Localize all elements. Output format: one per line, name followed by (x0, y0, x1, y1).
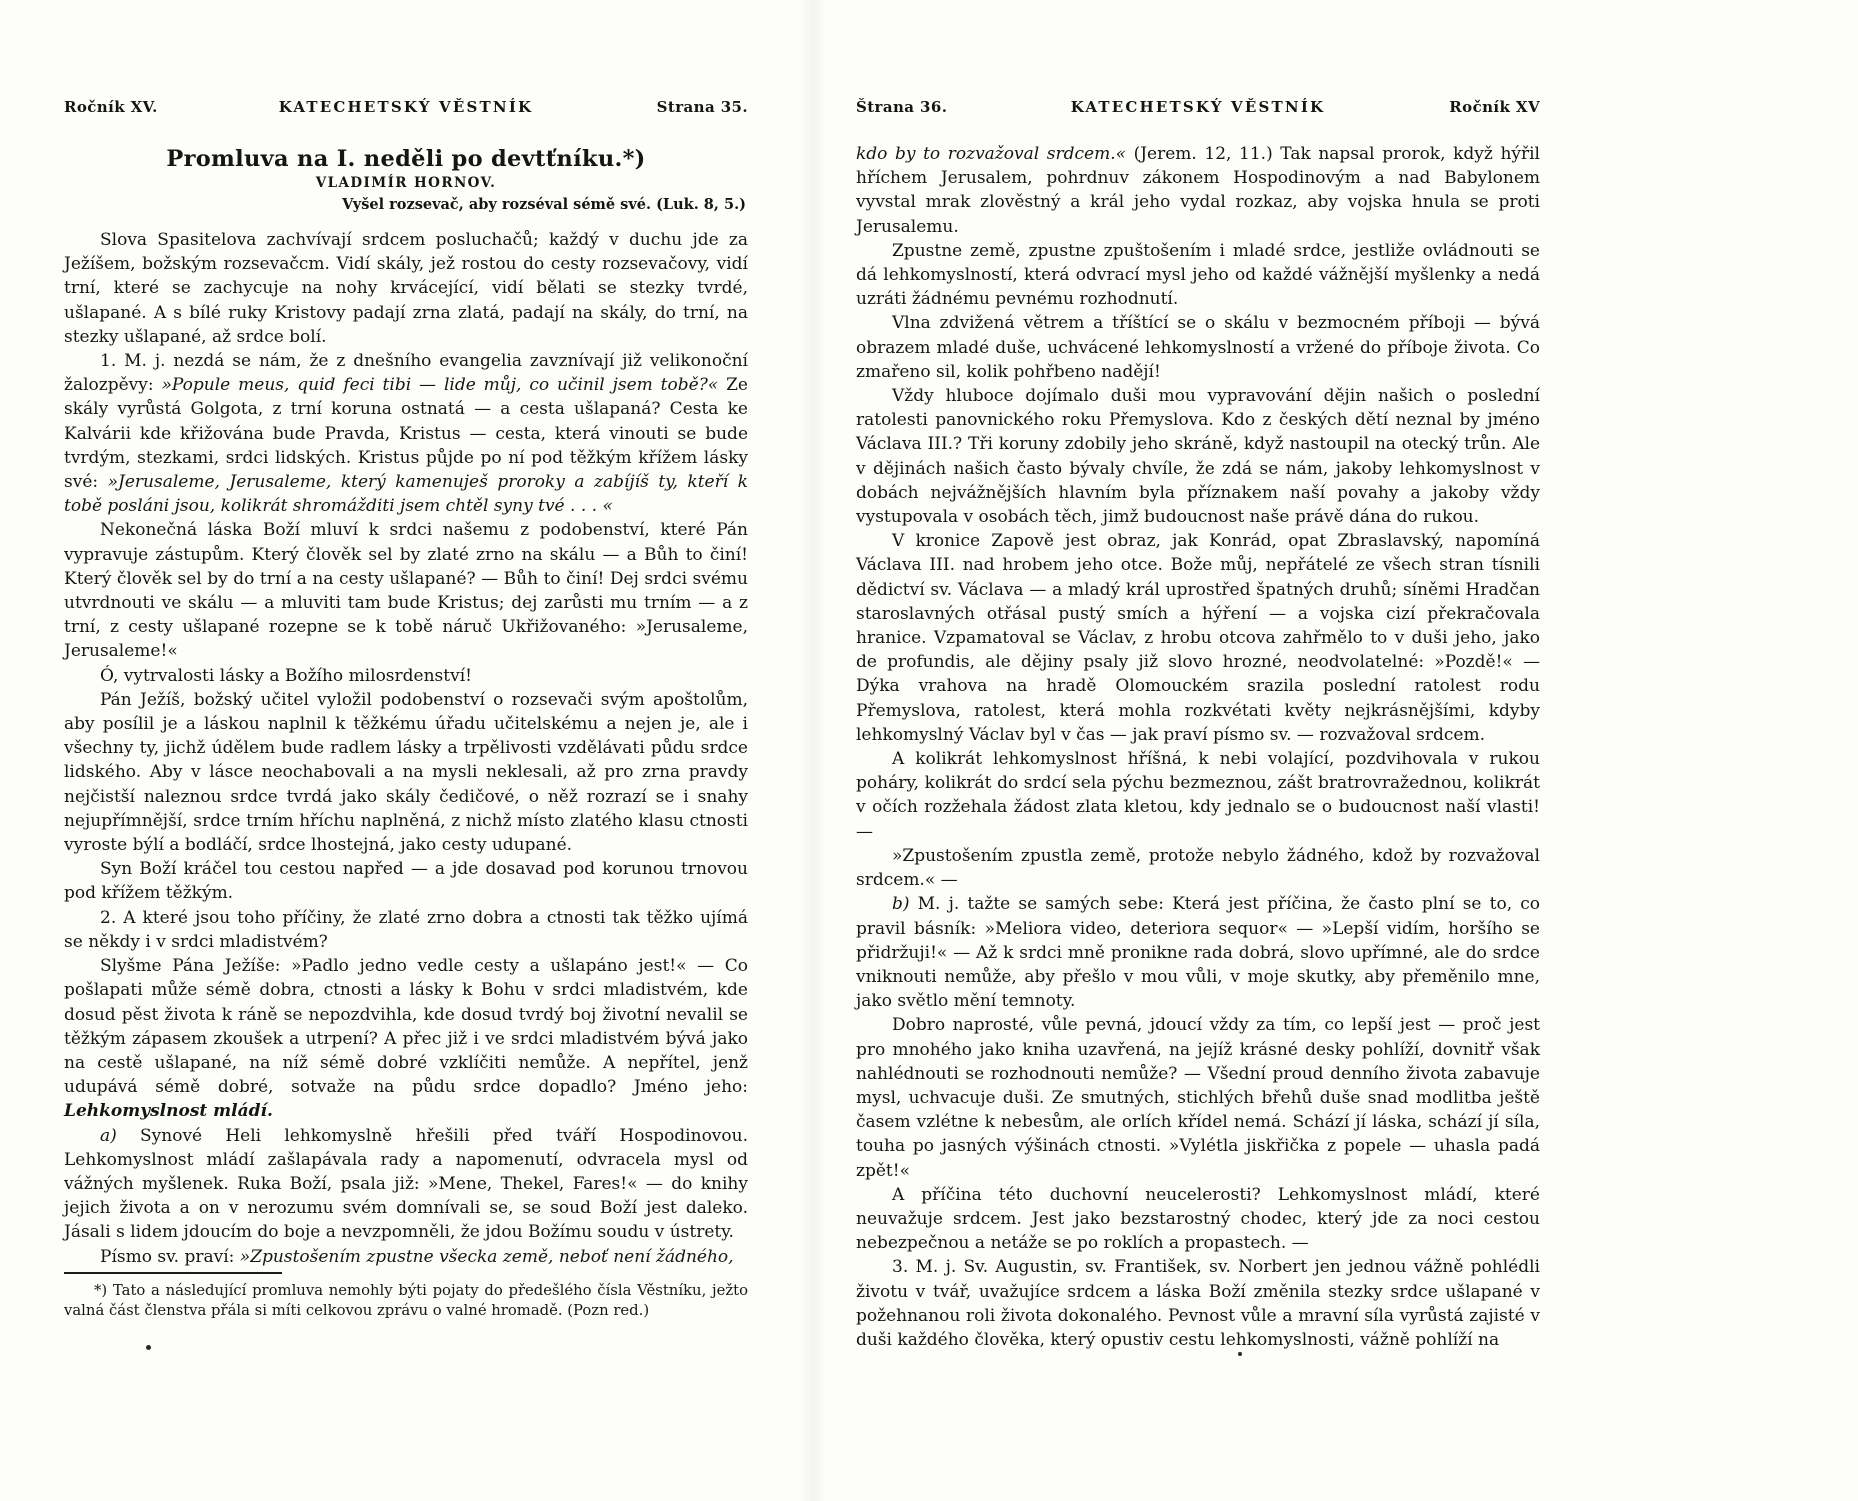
article-epigraph: Vyšel rozsevač, aby rozséval sémě své. (Luk. 8, 5.) (342, 196, 746, 213)
text-run: 2. A které jsou toho příčiny, že zlaté zrno dobra a ctnosti tak těžko ujímá se někdy i v srdci mladistvém? (64, 907, 748, 952)
text-run: A příčina této duchovní neucelerosti? Lehkomyslnost mládí, které neuvažuje srdcem. Jest jako bezstarostný chodec, který jde za noci cestou nebezpečnou a netáže se po roklích a propastech. — (856, 1184, 1540, 1254)
text-run: Ze skály vyrůstá Golgota, z trní koruna ostnatá — a cesta ušlapaná? Cesta ke Kalvárii kde křižována bude Pravda, Kristus — cesta, která vinouti se bude tvrdým, stezkami, srdci lidských. Kristus půjde po ní pod těžkým křížem lásky své: (64, 375, 748, 493)
text-run: Nekonečná láska Boží mluví k srdci našemu z podobenství, které Pán vypravuje zástupům. Který člověk sel by zlaté zrno na skálu — a Bůh to činí! Který člověk sel by do trní a na cesty ušlapané? — Bůh to činí! Dej srdci svému utvrdnouti ve skálu — a mluviti tam bude Kristus; dej zarůsti mu trním — a z trní, z cesty ušlapané rozepne se k tobě náruč Ukřižovaného: »Jerusaleme, Jerusaleme!« (64, 520, 748, 662)
page-35-running-head (64, 98, 748, 124)
text-run: »Zpustošením zpustla země, protože nebylo žádného, kdož by rozvažoval srdcem.« — (856, 845, 1540, 891)
paragraph (64, 1124, 748, 1245)
text-run: V kronice Zapově jest obraz, jak Konrád, opat Zbraslavský, napomíná Václava III. nad hrobem jeho otce. Bože můj, nepřátelé ze všech stran tísnili dědictví sv. Václava — a mladý král uprostřed špatných druhů; síněmi Hradčan staroslavných otřásal pustý smích a hýření — a vojska cizí překračovala hranice. Vzpamatoval se Václav, z hrobu otcova zahřmělo to v duši jeho, jako de profundis, ale dějiny psaly již slovo hrozné, neodvolatelné: »Pozdě!« — Dýka vrahova na hradě Olomouckém srazila poslední ratolest rodu Přemyslova, ratolest, která mohla rozkvétati květy nejkrásnějšími, kdyby lehkomyslný Václav byl v čas — jak praví písmo sv. — rozvažoval srdcem. (856, 531, 1540, 745)
footnote-rule (64, 1272, 282, 1274)
paragraph (64, 688, 748, 857)
text-run: Vlna zdvižená větrem a tříštící se o skálu v bezmocném příboji — bývá obrazem mladé duše, uchvácené lehkomyslností a vržené do příboje života. Co zmařeno sil, kolik pohřbeno nadějí! (856, 313, 1540, 382)
paragraph (856, 529, 1540, 747)
text-run: kdo by to rozvažoval srdcem.« (856, 144, 1127, 164)
text-run: 3. M. j. Sv. Augustin, sv. František, sv. Norbert jen jednou vážně pohlédli životu v tvář, uvažujíce srdcem a láska Boží změnila stezky srdce ušlapané v požehnanou roli života dokonalého. Pevnost vůle a mravní síla vyrůstá zajisté v duši každého člověka, který opustiv cestu lehkomyslnosti, vážně pohlíží na (856, 1257, 1540, 1350)
text-run: Syn Boží kráčel tou cestou napřed — a jde dosavad pod korunou trnovou pod křížem těžkým. (64, 859, 748, 904)
text-run: (Jerem. 12, 11.) Tak napsal prorok, když hýřil hříchem Jerusalem, pohrdnuv zákonem Hospodinovým a nad Babylonem vyvstal mrak zlověstný a král jeho vydal rozkaz, aby vojska hnula se proti Jerusalemu. (856, 144, 1540, 237)
text-run: Vždy hluboce dojímalo duši mou vypravování dějin našich o poslední ratolesti panovnického roku Přemyslova. Kdo z českých dětí neznal by jméno Václava III.? Tři koruny zdobily jeho skráně, když nastoupil na otecký trůn. Ale v dějinách našich často bývaly chvíle, že zdá se nám, jakoby lehkomyslnost v dobách nejvážnějších hlavním byla příznakem naší povahy a jakoby vždy vystupovala v osobách těch, jimž budoucnost naše právě dána do rukou. (856, 386, 1540, 528)
page-36-body-text (856, 142, 1540, 1352)
text-run: Písmo sv. praví: (100, 1246, 240, 1267)
text-run: Slyšme Pána Ježíše: »Padlo jedno vedle cesty a ušlapáno jest!« — Co pošlapati může sémě dobra, ctnosti a lásky k Bohu v srdci mladistvém, kde dosud pěst života k ráně se nepozdvihla, kde dosud tvrdý boj životní nevalil se těžkým zápasem zkoušek a utrpení? A přec již i ve srdci mladistvém bývá jako na cestě ušlapané, na níž sémě dobré vzklíčiti nemůže. A nepřítel, jenž udupává sémě dobré, sotvaže na půdu srdce dopadlo? Jméno jeho: (64, 956, 748, 1098)
page-35 (64, 0, 748, 1501)
text-run: A kolikrát lehkomyslnost hříšná, k nebi volající, pozdvihovala v rukou poháry, kolikrát do srdcí sela pýchu bezmeznou, zášt bratrovražednou, kolikrát v očích rozžehala žádost zlata kletou, kdy jednalo se o budoucnost naší vlasti! — (856, 749, 1540, 842)
paragraph (856, 844, 1540, 892)
journal-title: KATECHETSKÝ VĚSTNÍK (278, 98, 534, 116)
paragraph (856, 1255, 1540, 1352)
paragraph (856, 892, 1540, 1013)
volume-label: Ročník XV (1449, 98, 1540, 116)
volume-label: Ročník XV. (64, 98, 158, 116)
text-run: Zpustne země, zpustne zpuštošením i mladé srdce, jestliže ovládnouti se dá lehkomyslností, která odvrací mysl jeho od každé vážnější myšlenky a nedá uzráti žádnému pevnému rozhodnutí. (856, 240, 1540, 310)
paragraph (64, 664, 748, 688)
text-run: »Jerusaleme, Jerusaleme, který kamenuješ proroky a zabíjíš ty, kteří k tobě posláni jsou, kolikrát shromážditi jsem chtěl syny tvé . . . « (64, 472, 748, 517)
text-run: a) (100, 1125, 117, 1146)
page-35-body-text (64, 228, 748, 1269)
text-run: Pán Ježíš, božský učitel vyložil podobenství o rozsevači svým apoštolům, aby posílil je a láskou naplnil k těžkému úřadu učitelskému a nejen je, ale i všechny ty, jichž údělem bude radlem lásky a trpělivosti vzdělávati půdu srdce lidského. Aby v lásce neochabovali a na mysli neklesali, až pro zrna pravdy nejčistší naleznou srdce tvrdá jako skály čedičové, o něž rozrazí se i snahy nejupřímnější, srdce trním hříchu naplněná, z nichž místo zlatého klasu ctnosti vyroste býlí a bodláčí, srdce lhostejná, jako cesty udupané. (64, 689, 748, 856)
scan-speck (1238, 1352, 1242, 1356)
page-gutter (800, 0, 826, 1501)
paragraph (856, 1013, 1540, 1182)
text-run: Ó, vytrvalosti lásky a Božího milosrdenství! (100, 665, 472, 686)
page-36-running-head (856, 98, 1540, 124)
paragraph (856, 1183, 1540, 1256)
paragraph (64, 954, 748, 1123)
paragraph (64, 1245, 748, 1269)
text-run: »Popule meus, quid feci tibi — lide můj, co učinil jsem tobě?« (161, 375, 719, 396)
text-run: 1. M. j. nezdá se nám, že z dnešního evangelia zavznívají již velikonoční žalozpěvy: (64, 351, 748, 396)
article-author: VLADIMÍR HORNOV. (315, 175, 497, 191)
page-number-label: Strana 35. (656, 98, 748, 116)
text-run: b) (892, 894, 910, 915)
page-number-label: Štrana 36. (856, 98, 948, 116)
text-run: Dobro naprosté, vůle pevná, jdoucí vždy za tím, co lepší jest — proč jest pro mnohého jako kniha uzavřená, na jejíž krásné desky pohlíží, dovnitř však nahlédnouti se rozhodnouti nemůže? — Všední proud denního života zabavuje mysl, uchvacuje duši. Ze smutných, stichlých břehů duše snad modlitba ještě časem vzlétne k nebesům, ale orlích křídel nemá. Schází jí láska, schází jí síla, touha po jasných výšinách ctnosti. »Vylétla jiskřička z popele — uhasla padá zpět!« (856, 1015, 1540, 1181)
paragraph (856, 384, 1540, 529)
text-run: Synové Heli lehkomyslně hřešili před tváří Hospodinovou. Lehkomyslnost mládí zašlapávala rady a napomenutí, odvracela mysl od vážných myšlenek. Ruka Boží, psala již: »Mene, Thekel, Fares!« — do knihy jejich života a on v nerozumu svém domnívali se, se soud Boží jest daleko. Jásali s lidem jdoucím do boje a nevzpomněli, že jdou Božímu soudu v ústrety. (64, 1125, 748, 1243)
paragraph (856, 747, 1540, 844)
journal-title: KATECHETSKÝ VĚSTNÍK (1070, 98, 1326, 116)
article-title: Promluva na I. neděli po devtťníku.*) (166, 146, 646, 172)
text-run: M. j. tažte se samých sebe: Která jest příčina, že často plní se to, co pravil básník: »Meliora video, deteriora sequor« — »Lepší vidím, horšího se přidržuji!« — Až k srdci mně pronikne rada dobrá, slovo upřímné, ale do srdce vniknouti nemůže, aby přešlo v mou vůli, v moje skutky, aby přeměnilo mne, jako světlo mění temnoty. (856, 894, 1540, 1012)
footnote-block (64, 1272, 748, 1322)
paragraph (64, 857, 748, 905)
paragraph (64, 228, 748, 349)
paragraph (64, 906, 748, 954)
page-36 (856, 0, 1540, 1501)
paragraph (856, 142, 1540, 239)
text-run: Slova Spasitelova zachvívají srdcem posluchačů; každý v duchu jde za Ježíšem, božským rozsevačcm. Vidí skály, jež rostou do cesty rozsevačovy, vidí trní, které se zachycuje na nohy krvácející, vidí bělati se stezky tvrdé, ušlapané. A s bílé ruky Kristovy padají zrna zlatá, padají na skály, do trní, na stezky ušlapané, až srdce bolí. (64, 230, 748, 347)
text-run: Lehkomyslnost mládí. (64, 1101, 273, 1122)
paragraph (856, 311, 1540, 384)
text-run: »Zpustošením zpustne všecka země, neboť není žádného, (239, 1246, 734, 1267)
paragraph (856, 239, 1540, 312)
scan-speck (146, 1345, 151, 1350)
paragraph (64, 518, 748, 663)
paragraph (64, 349, 748, 518)
footnote-text: *) Tato a následující promluva nemohly býti pojaty do předešlého čísla Věstníku, ježto valná část členstva přála si míti celkovou zprávu o valné hromadě. (Pozn red.) (64, 1281, 748, 1320)
